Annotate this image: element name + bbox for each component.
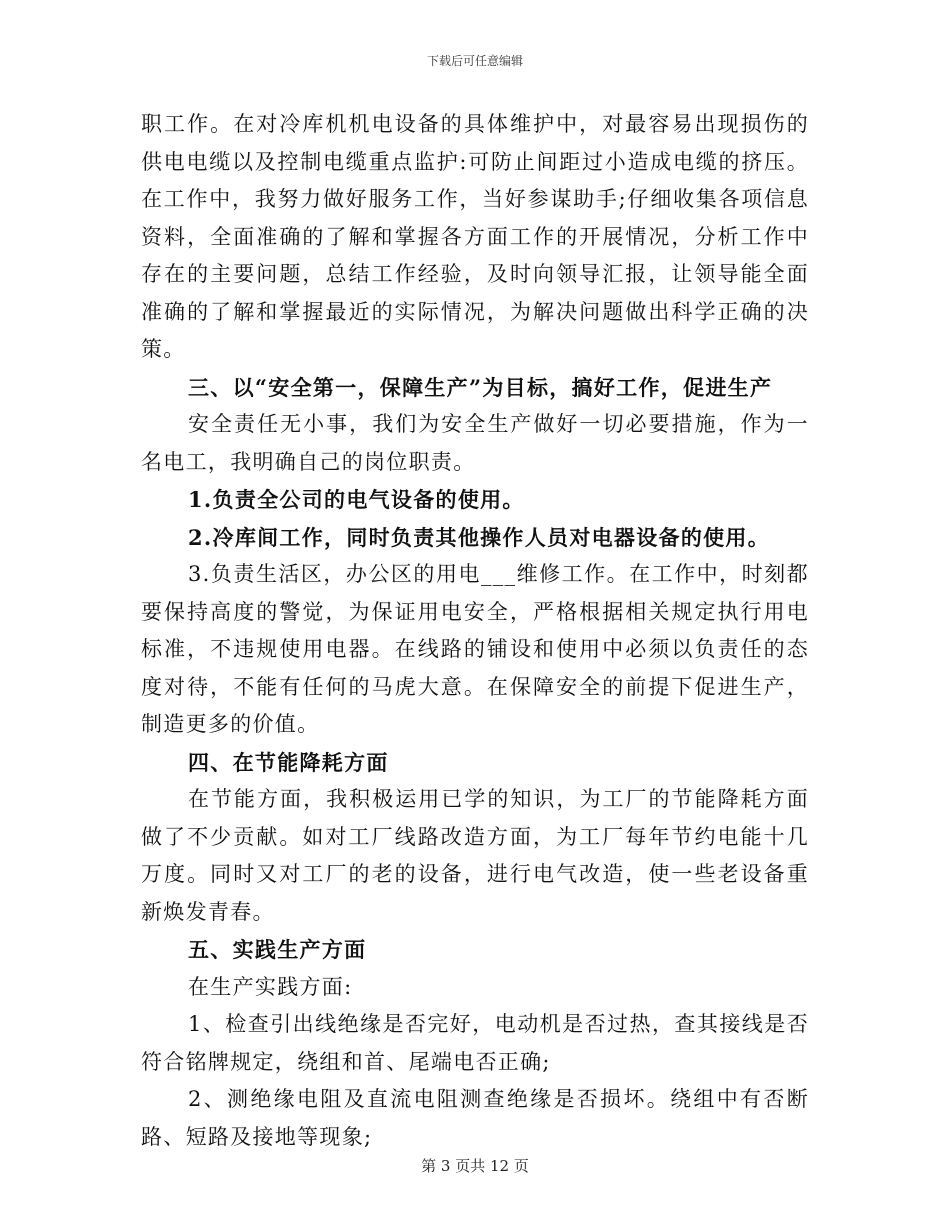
page-body: [141, 106, 809, 1156]
list-item: 2、测绝缘电阻及直流电阻测查绝缘是否损坏。绕组中有否断路、短路及接地等现象;: [141, 1087, 809, 1149]
list-item: 1、检查引出线绝缘是否完好，电动机是否过热，查其接线是否符合铭牌规定，绕组和首、尾端电否正确;: [141, 1012, 809, 1074]
body-paragraph: 在生产实践方面:: [188, 974, 353, 999]
section-heading: 三、以“安全第一，保障生产”为目标，搞好工作，促进生产: [188, 374, 773, 400]
body-paragraph: 安全责任无小事，我们为安全生产做好一切必要措施，作为一名电工，我明确自己的岗位职责。: [141, 412, 809, 474]
body-paragraph: 在节能方面，我积极运用已学的知识，为工厂的节能降耗方面做了不少贡献。如对工厂线路改造方面，为工厂每年节约电能十几万度。同时又对工厂的老的设备，进行电气改造，使一些老设备重新焕发青春。: [141, 787, 809, 924]
section-heading: 四、在节能降耗方面: [188, 749, 389, 775]
list-item: 2.冷库间工作，同时负责其他操作人员对电器设备的使用。: [188, 524, 771, 550]
section-heading: 五、实践生产方面: [188, 937, 367, 962]
list-item: 1.负责全公司的电气设备的使用。: [188, 487, 525, 512]
page-header: 下载后可任意编辑: [426, 54, 523, 68]
body-paragraph: 职工作。在对冷库机机电设备的具体维护中，对最容易出现损伤的供电电缆以及控制电缆重点监护:可防止间距过小造成电缆的挤压。在工作中，我努力做好服务工作，当好参谋助手;仔细收集各项信息资料，全面准确的了解和掌握各方面工作的开展情况，分析工作中存在的主要问题，总结工作经验，及时向领导汇报，让领导能全面准确的了解和掌握最近的实际情况，为解决问题做出科学正确的决策。: [141, 112, 809, 361]
list-item: 3.负责生活区，办公区的用电___维修工作。在工作中，时刻都要保持高度的警觉，为保证用电安全，严格根据相关规定执行用电标准，不违规使用电器。在线路的铺设和使用中必须以负责任的态度对待，不能有任何的马虎大意。在保障安全的前提下促进生产，制造更多的价值。: [141, 562, 809, 736]
page-footer: 第 3 页共 12 页: [421, 1157, 529, 1175]
